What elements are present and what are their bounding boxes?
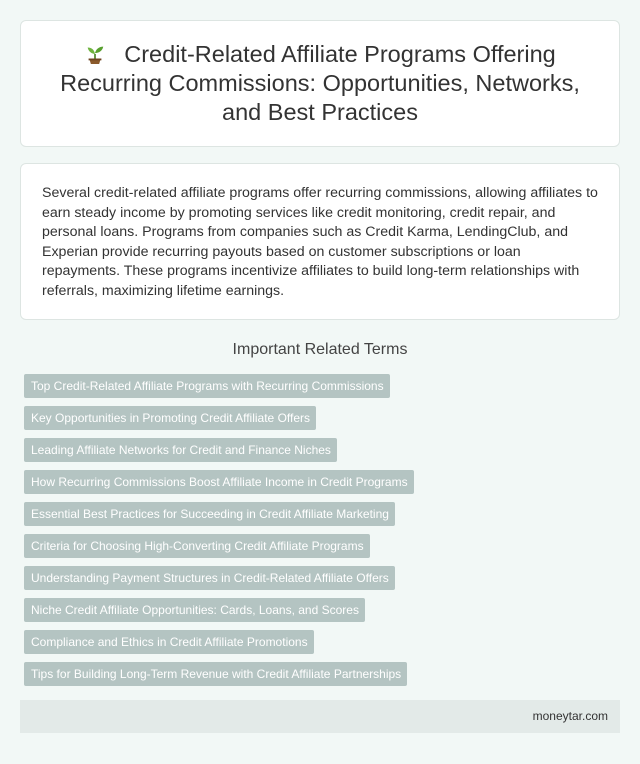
- related-term-tag[interactable]: Essential Best Practices for Succeeding in Credit Affiliate Marketing: [24, 502, 395, 526]
- related-term-tag[interactable]: Criteria for Choosing High-Converting Credit Affiliate Programs: [24, 534, 370, 558]
- related-term-tag[interactable]: Tips for Building Long-Term Revenue with Credit Affiliate Partnerships: [24, 662, 407, 686]
- related-term-tag[interactable]: Compliance and Ethics in Credit Affiliate Promotions: [24, 630, 314, 654]
- related-term-tag[interactable]: Leading Affiliate Networks for Credit and Finance Niches: [24, 438, 337, 462]
- summary-card: [20, 163, 620, 320]
- footer-bar: [20, 700, 620, 733]
- related-term-tag[interactable]: Niche Credit Affiliate Opportunities: Cards, Loans, and Scores: [24, 598, 365, 622]
- related-term-tag[interactable]: Key Opportunities in Promoting Credit Affiliate Offers: [24, 406, 316, 430]
- related-term-tag[interactable]: How Recurring Commissions Boost Affiliate Income in Credit Programs: [24, 470, 414, 494]
- related-term-tag[interactable]: Top Credit-Related Affiliate Programs with Recurring Commissions: [24, 374, 390, 398]
- related-term-tag[interactable]: Understanding Payment Structures in Credit-Related Affiliate Offers: [24, 566, 395, 590]
- page-title: [21, 40, 619, 127]
- related-terms-heading: Important Related Terms: [232, 341, 408, 358]
- summary-text: Several credit-related affiliate programs offer recurring commissions, allowing affiliates to earn steady income by promoting services like credit monitoring, credit repair, and personal loans. Programs from companies such as Credit Karma, LendingClub, and Experian provide recurring payouts based on customer subscriptions or loan repayments. These programs incentivize affiliates to build long-term relationships with referrals, maximizing lifetime earnings.: [42, 185, 598, 299]
- related-terms-list: [24, 374, 620, 694]
- sprout-icon: [84, 42, 106, 64]
- footer-site-link[interactable]: moneytar.com: [532, 709, 608, 723]
- title-card: [20, 20, 620, 147]
- page-title-text: Credit-Related Affiliate Programs Offering Recurring Commissions: Opportunities, Networks, and Best Practices: [60, 41, 580, 125]
